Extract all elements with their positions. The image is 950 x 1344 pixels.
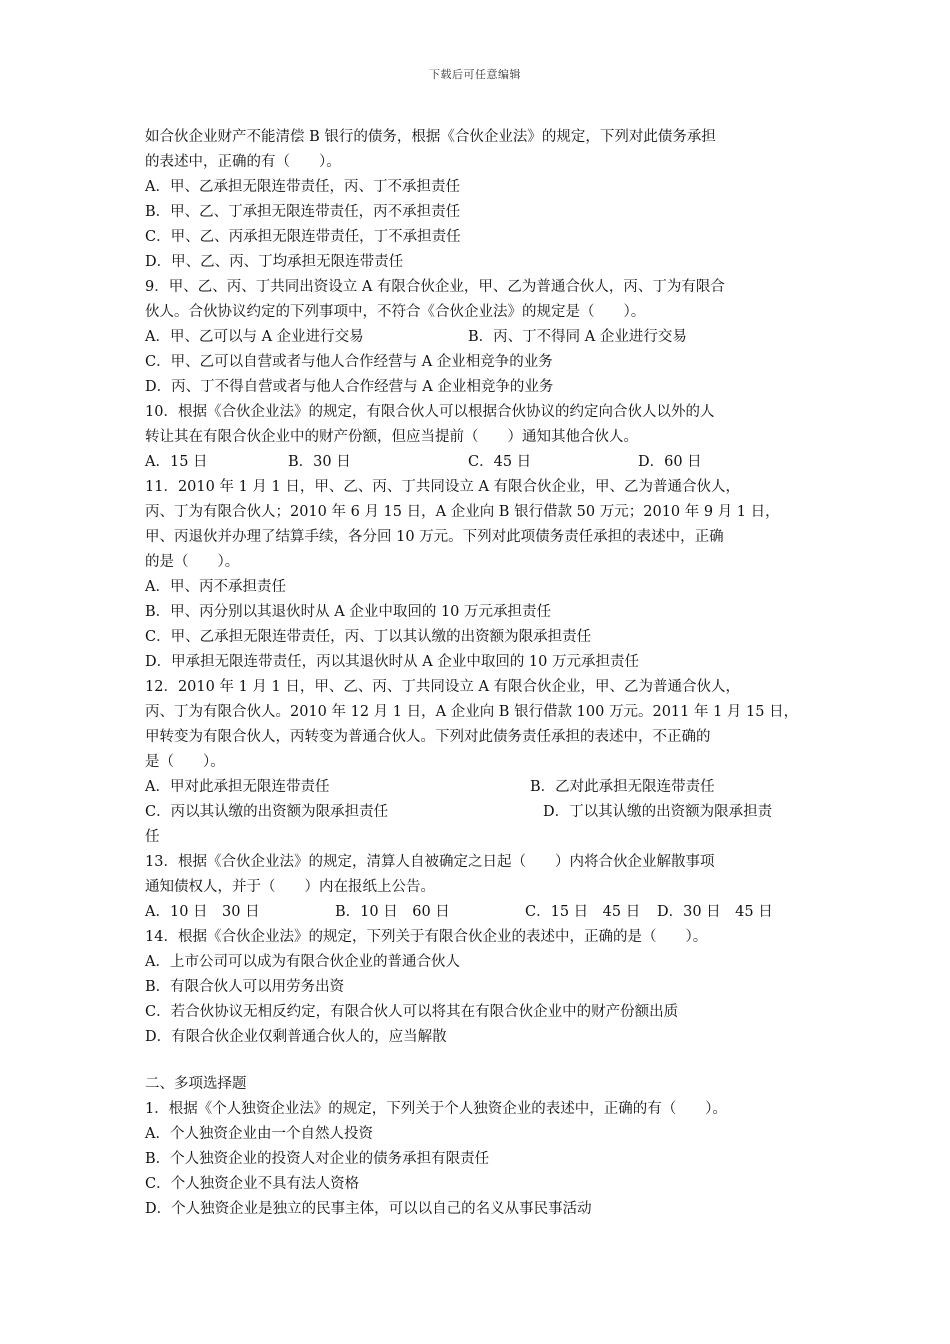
section-spacer	[145, 1050, 815, 1072]
option-a: A．10 日 30 日	[145, 904, 260, 920]
question-stem-line: 的表述中，正确的有（ ）。	[145, 154, 341, 170]
option-b: B．甲、乙、丁承担无限连带责任，丙不承担责任	[145, 204, 461, 220]
question-stem-line: 如合伙企业财产不能清偿 B 银行的债务，根据《合伙企业法》的规定，下列对此债务承担	[145, 129, 716, 145]
question-stem-line: 10．根据《合伙企业法》的规定，有限合伙人可以根据合伙协议的约定向合伙人以外的人	[145, 404, 715, 420]
option-d: D．丁以其认缴的出资额为限承担责	[543, 804, 773, 820]
question-stem-line: 12．2010 年 1 月 1 日，甲、乙、丙、丁共同设立 A 有限合伙企业，甲、乙为普通合伙人，	[145, 679, 741, 695]
option-row	[145, 800, 815, 825]
option-a: A．上市公司可以成为有限合伙企业的普通合伙人	[145, 954, 460, 970]
option-c: C．甲、乙可以自营或者与他人合作经营与 A 企业相竞争的业务	[145, 354, 553, 370]
option-d: D．丙、丁不得自营或者与他人合作经营与 A 企业相竞争的业务	[145, 379, 554, 395]
page-header: 下载后可任意编辑	[429, 68, 521, 81]
option-c: C．个人独资企业不具有法人资格	[145, 1176, 360, 1192]
option-row	[145, 775, 815, 800]
question-13	[145, 850, 815, 925]
question-stem-line: 通知债权人，并于（ ）内在报纸上公告。	[145, 879, 435, 895]
option-c: C．甲、乙承担无限连带责任，丙、丁以其认缴的出资额为限承担责任	[145, 629, 592, 645]
option-c: C．15 日 45 日	[525, 904, 641, 920]
question-stem-line: 丙、丁为有限合伙人；2010 年 6 月 15 日，A 企业向 B 银行借款 50 万元；2010 年 9 月 1 日，	[145, 504, 780, 520]
question-9	[145, 275, 815, 400]
option-a: A．甲、乙可以与 A 企业进行交易	[145, 329, 364, 345]
option-d: D．甲承担无限连带责任，丙以其退伙时从 A 企业中取回的 10 万元承担责任	[145, 654, 639, 670]
option-d: D．30 日 45 日	[657, 904, 773, 920]
option-d: D．甲、乙、丙、丁均承担无限连带责任	[145, 254, 404, 270]
option-b: B．甲、丙分别以其退伙时从 A 企业中取回的 10 万元承担责任	[145, 604, 552, 620]
option-b: B．个人独资企业的投资人对企业的债务承担有限责任	[145, 1151, 490, 1167]
option-b: B．有限合伙人可以用劳务出资	[145, 979, 345, 995]
question-stem-line: 13．根据《合伙企业法》的规定，清算人自被确定之日起（ ）内将合伙企业解散事项	[145, 854, 715, 870]
question-stem-line: 丙、丁为有限合伙人。2010 年 12 月 1 日，A 企业向 B 银行借款 100 万元。2011 年 1 月 15 日，	[145, 704, 799, 720]
question-stem-line: 甲转变为有限合伙人，丙转变为普通合伙人。下列对此债务责任承担的表述中，不正确的	[145, 729, 711, 745]
question-12	[145, 675, 815, 850]
option-a: A．甲、丙不承担责任	[145, 579, 286, 595]
option-b: B．30 日	[288, 454, 351, 470]
option-c: C．若合伙协议无相反约定，有限合伙人可以将其在有限合伙企业中的财产份额出质	[145, 1004, 679, 1020]
option-d: D．个人独资企业是独立的民事主体，可以以自己的名义从事民事活动	[145, 1201, 592, 1217]
option-d: D．60 日	[638, 454, 702, 470]
option-row	[145, 325, 815, 350]
option-c: C．45 日	[468, 454, 532, 470]
option-a: A．个人独资企业由一个自然人投资	[145, 1126, 373, 1142]
option-b: B．丙、丁不得同 A 企业进行交易	[468, 329, 687, 345]
option-row	[145, 450, 815, 475]
option-row	[145, 900, 815, 925]
option-a: A．甲、乙承担无限连带责任，丙、丁不承担责任	[145, 179, 460, 195]
question-stem-line: 1．根据《个人独资企业法》的规定，下列关于个人独资企业的表述中，正确的有（ ）。	[145, 1101, 727, 1117]
option-c: C．甲、乙、丙承担无限连带责任，丁不承担责任	[145, 229, 461, 245]
question-stem-line: 伙人。合伙协议约定的下列事项中，不符合《合伙企业法》的规定是（ ）。	[145, 304, 646, 320]
question-14	[145, 925, 815, 1050]
section-multiple-choice	[145, 1072, 815, 1222]
question-stem-line: 甲、丙退伙并办理了结算手续，各分回 10 万元。下列对此项债务责任承担的表述中，正确	[145, 529, 724, 545]
question-10	[145, 400, 815, 475]
question-8	[145, 125, 815, 275]
option-d-wrap: 任	[145, 829, 160, 845]
option-c: C．丙以其认缴的出资额为限承担责任	[145, 804, 389, 820]
option-b: B．10 日 60 日	[335, 904, 450, 920]
option-b: B．乙对此承担无限连带责任	[530, 779, 715, 795]
question-stem-line: 14．根据《合伙企业法》的规定，下列关于有限合伙企业的表述中，正确的是（ ）。	[145, 929, 708, 945]
document-body	[145, 125, 815, 1222]
question-11	[145, 475, 815, 675]
section-title: 二、多项选择题	[145, 1076, 247, 1092]
option-a: A．甲对此承担无限连带责任	[145, 779, 330, 795]
question-stem-line: 的是（ ）。	[145, 554, 240, 570]
option-a: A．15 日	[145, 454, 208, 470]
question-stem-line: 转让其在有限合伙企业中的财产份额，但应当提前（ ）通知其他合伙人。	[145, 429, 638, 445]
option-d: D．有限合伙企业仅剩普通合伙人的，应当解散	[145, 1029, 447, 1045]
question-stem-line: 11．2010 年 1 月 1 日，甲、乙、丙、丁共同设立 A 有限合伙企业，甲、乙为普通合伙人，	[145, 479, 741, 495]
question-stem-line: 是（ ）。	[145, 754, 225, 770]
question-stem-line: 9．甲、乙、丙、丁共同出资设立 A 有限合伙企业，甲、乙为普通合伙人，丙、丁为有限合	[145, 279, 725, 295]
